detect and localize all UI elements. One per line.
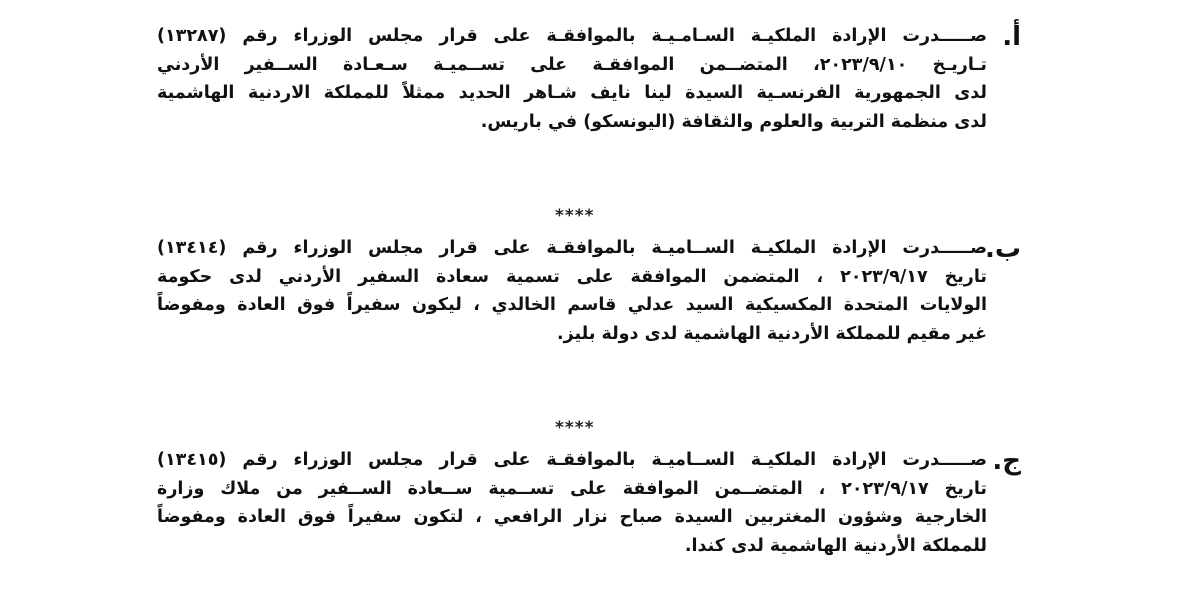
- paragraph-line: تاريخ ٢٠٢٣/٩/١٧ ، المتضــمن الموافقة على تســمية ســعادة الســفير من ملاك وزارة: [157, 478, 987, 499]
- section-separator: ****: [555, 418, 595, 438]
- item-marker: ب.: [984, 234, 1021, 264]
- paragraph-line: صـــــدرت الإرادة الملكيـة الســاميـة بالموافقـة على قرار مجلس الوزراء رقم (١٣٤١٥): [157, 450, 987, 470]
- paragraph-line: صـــــدرت الإرادة الملكيـة الســاميـة بالموافقـة على قرار مجلس الوزراء رقم (١٣٤١٤): [157, 238, 987, 258]
- item-marker: ج.: [992, 446, 1021, 476]
- paragraph-line: الخارجية وشؤون المغتربين السيدة صباح نزار الرافعي ، لتكون سفيراً فوق العادة ومفوضاً: [157, 507, 987, 527]
- paragraph-line: تـاريـخ ٢٠٢٣/٩/١٠، المتضــمن الموافقـة على تســميـة سـعـادة الســفير الأردني: [157, 54, 987, 75]
- item-marker: أ.: [1002, 22, 1021, 52]
- paragraph-line: تاريخ ٢٠٢٣/٩/١٧ ، المتضمن الموافقة على تسمية سعادة السفير الأردني لدى حكومة: [157, 266, 987, 287]
- decree-item-b: [121, 234, 1021, 348]
- paragraph-line: لدى الجمهورية الفرنسـية السيدة لينا نايف شـاهر الحديد ممثلاً للمملكة الاردنية الهاشمية: [157, 83, 987, 103]
- item-paragraph: [157, 446, 987, 560]
- decree-item-a: [121, 22, 1021, 136]
- paragraph-line: غير مقيم للمملكة الأردنية الهاشمية لدى دولة بليز.: [557, 323, 987, 344]
- item-paragraph: [157, 234, 987, 348]
- item-paragraph: [157, 22, 987, 136]
- paragraph-line: الولايات المتحدة المكسيكية السيد عدلي قاسم الخالدي ، ليكون سفيراً فوق العادة ومفوضاً: [157, 295, 987, 315]
- paragraph-line: للمملكة الأردنية الهاشمية لدى كندا.: [684, 535, 987, 556]
- paragraph-line: لدى منظمة التربية والعلوم والثقافة (اليونسكو) في باريس.: [480, 111, 987, 132]
- paragraph-line: صـــــدرت الإرادة الملكيـة السـامـيـة بالموافقـة على قرار مجلس الوزراء رقم (١٣٢٨٧): [157, 26, 987, 46]
- section-separator: ****: [555, 206, 595, 226]
- decree-item-c: [121, 446, 1021, 560]
